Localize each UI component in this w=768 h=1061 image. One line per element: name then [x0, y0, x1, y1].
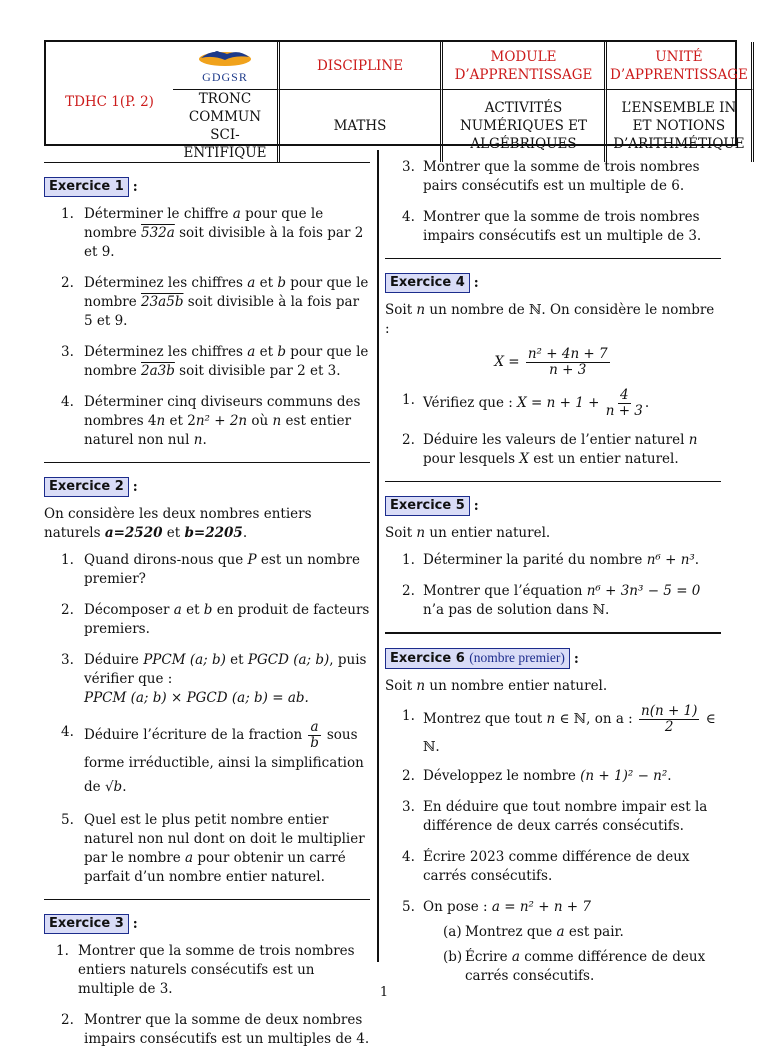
column-divider	[377, 150, 379, 962]
right-column	[385, 152, 721, 998]
exercise-5-title: Exercice 5	[385, 496, 470, 516]
exercise-6-subtitle: (nombre premier)	[469, 650, 565, 665]
list-item: 4. Déduire l’écriture de la fraction $\frac{a}{b}$ sous forme irréductible, ainsi la simplification de √b.	[61, 719, 364, 795]
equation-x: X = $\frac{\text{n² + 4n + 7}}{n + 3}$	[494, 346, 608, 378]
list-item: 4. Écrire 2023 comme différence de deux carrés consécutifs.	[402, 849, 690, 884]
exercise-1-list	[44, 205, 370, 450]
divider	[385, 632, 721, 634]
list-item: 3. Déduire PPCM (a; b) et PGCD (a; b), puis vérifier que : PPCM (a; b) × PGCD (a; b) = ab.	[61, 652, 367, 706]
exercise-3-heading: Exercice 3 :	[44, 914, 370, 934]
exercise-4-title: Exercice 4	[385, 273, 470, 293]
module-cell: ACTIVITÉS NUMÉRIQUES ET ALGÉBRIQUES	[443, 90, 607, 162]
left-column	[44, 152, 370, 1061]
exercise-5-heading: Exercice 5 :	[385, 496, 721, 516]
exercise-5-intro: Soit n un entier naturel.	[385, 525, 551, 541]
list-item: 3. En déduire que tout nombre impair est la différence de deux carrés consécutifs.	[402, 799, 708, 834]
divider	[44, 162, 370, 163]
list-item: 1. Déterminer le chiffre a pour que le nombre 532a soit divisible à la fois par 2 et 9.	[61, 206, 364, 260]
exercise-2-list	[44, 551, 370, 887]
exercise-6-heading: Exercice 6 (nombre premier) :	[385, 648, 721, 669]
list-item: 2. Montrer que l’équation n⁶ + 3n³ − 5 = 0 n’a pas de solution dans ℕ.	[402, 583, 701, 618]
exercise-6-list	[385, 704, 721, 986]
list-item: 1. Quand dirons-nous que P est un nombre premier?	[61, 552, 360, 587]
list-item: 2. Décomposer a et b en produit de facteurs premiers.	[61, 602, 370, 637]
logo: GDGSR	[173, 42, 280, 90]
logo-emblem-icon	[195, 46, 255, 68]
unit-label: UNITÉ D’APPRENTISSAGE	[607, 42, 754, 90]
list-item: (b) Écrire a comme différence de deux carrés consécutifs.	[443, 949, 706, 984]
list-item: 2. Montrer que la somme de deux nombres impairs consécutifs est un multiples de 4.	[61, 1012, 370, 1047]
exercise-5-list	[385, 551, 721, 620]
header-table	[44, 40, 748, 161]
exercise-4-intro: Soit n un nombre de ℕ. On considère le nombre :	[385, 302, 715, 337]
list-item: 2. Déduire les valeurs de l’entier naturel n pour lesquels X est un entier naturel.	[402, 432, 698, 467]
divider	[385, 258, 721, 259]
exercise-1-title: Exercice 1	[44, 177, 129, 197]
exercise-1-heading: Exercice 1 :	[44, 177, 370, 197]
exercise-3-list-continued	[385, 158, 721, 246]
exercise-2-heading: Exercice 2 :	[44, 477, 370, 497]
list-item: 3. Montrer que la somme de trois nombres pairs consécutifs est un multiple de 6.	[402, 159, 700, 194]
list-item: 3. Déterminez les chiffres a et b pour que le nombre 2a3b soit divisible par 2 et 3.	[61, 344, 369, 379]
list-item: 1. Vérifiez que : X = n + 1 + $\frac{4}{n + 3}$ .	[402, 387, 650, 419]
list-item: 5. On pose : a = n² + n + 7 (a) Montrez que a est pair. (b) Écrire a comme différence de deux carrés consécutifs.	[385, 898, 721, 986]
exercise-2-intro: On considère les deux nombres entiers naturels a=2520 et b=2205.	[44, 506, 312, 541]
list-item: (a) Montrez que a est pair.	[443, 924, 624, 940]
discipline-label: DISCIPLINE	[280, 42, 443, 90]
list-item: 2. Déterminez les chiffres a et b pour que le nombre 23a5b soit divisible à la fois par 5 et 9.	[61, 275, 369, 329]
divider	[385, 481, 721, 482]
list-item: 1. Montrez que tout n ∈ ℕ, on a : $\frac{n(n + 1)}{2}$ ∈ ℕ.	[402, 703, 716, 755]
module-label: MODULE D’APPRENTISSAGE	[443, 42, 607, 90]
list-item: 1. Déterminer la parité du nombre n⁶ + n³.	[402, 552, 700, 568]
divider	[44, 899, 370, 900]
page-number: 1	[379, 985, 389, 1000]
list-item: 1. Montrer que la somme de trois nombres entiers naturels consécutifs est un multiple de 3.	[56, 943, 355, 997]
divider	[44, 462, 370, 463]
exercise-4-heading: Exercice 4 :	[385, 273, 721, 293]
discipline-cell: MATHS	[280, 90, 443, 162]
unit-cell: L’ENSEMBLE IN ET NOTIONS D’ARITHMÉTIQUE	[607, 90, 754, 162]
list-item: 4. Déterminer cinq diviseurs communs des nombres 4n et 2n² + 2n où n est entier naturel non nul n.	[61, 394, 361, 448]
exercise-2-title: Exercice 2	[44, 477, 129, 497]
document-ref: TDHC 1(P. 2)	[65, 94, 154, 110]
exercise-6-sublist	[423, 923, 721, 986]
exercise-3-title: Exercice 3	[44, 914, 129, 934]
exercise-6-intro: Soit n un nombre entier naturel.	[385, 678, 608, 694]
list-item: 5. Quel est le plus petit nombre entier naturel non nul dont on doit le multiplier par le nombre a pour obtenir un carré parfait d’un nombre entier naturel.	[61, 812, 365, 885]
list-item: 4. Montrer que la somme de trois nombres impairs consécutifs est un multiple de 3.	[402, 209, 702, 244]
exercise-6-title: Exercice 6 (nombre premier)	[385, 648, 570, 669]
exercise-4-list	[385, 388, 721, 469]
level-cell: TRONC COMMUN SCI-ENTIFIQUE	[173, 90, 280, 162]
list-item: 2. Développez le nombre (n + 1)² − n².	[402, 768, 672, 784]
